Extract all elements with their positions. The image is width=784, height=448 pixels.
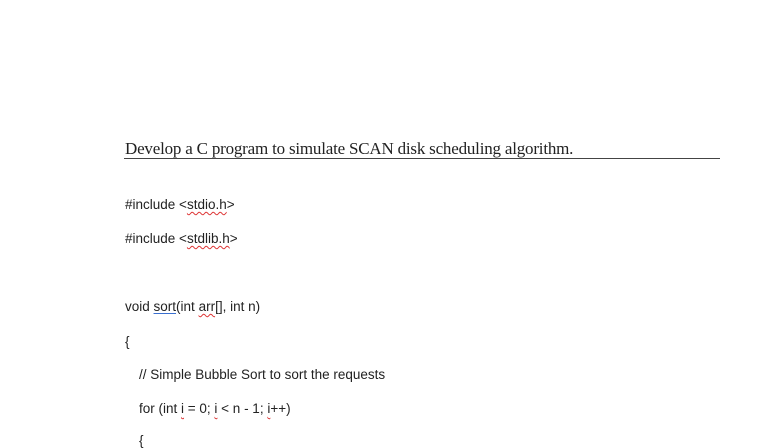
for-incr: ++) — [270, 401, 291, 416]
function-name-sort: sort — [153, 299, 177, 314]
header-name-stdlib: stdlib.h — [186, 231, 230, 246]
var-i: i — [267, 401, 271, 416]
header-name-stdio: stdio.h — [186, 197, 227, 212]
param-rest: [], int n) — [215, 299, 261, 314]
code-line-for-loop — [139, 401, 291, 416]
code-line-include-stdio — [125, 197, 235, 212]
code-line-inner-brace: { — [139, 433, 144, 448]
include-prefix: #include < — [125, 231, 187, 246]
include-suffix: > — [229, 231, 238, 246]
include-suffix: > — [226, 197, 235, 212]
code-line-include-stdlib — [125, 231, 238, 246]
param-open: (int — [176, 299, 199, 314]
for-init: = 0; — [184, 401, 215, 416]
param-arr: arr — [198, 299, 216, 314]
heading-underline — [124, 158, 720, 159]
document-heading: Develop a C program to simulate SCAN disk scheduling algorithm. — [125, 139, 574, 158]
var-i: i — [181, 401, 185, 416]
code-line-sort-signature — [125, 299, 260, 314]
for-start: for (int — [139, 401, 182, 416]
for-cond: < n - 1; — [217, 401, 268, 416]
var-i: i — [214, 401, 218, 416]
code-line-comment: // Simple Bubble Sort to sort the requests — [139, 367, 386, 382]
code-line-open-brace: { — [125, 334, 130, 349]
void-keyword: void — [125, 299, 154, 314]
include-prefix: #include < — [125, 197, 187, 212]
